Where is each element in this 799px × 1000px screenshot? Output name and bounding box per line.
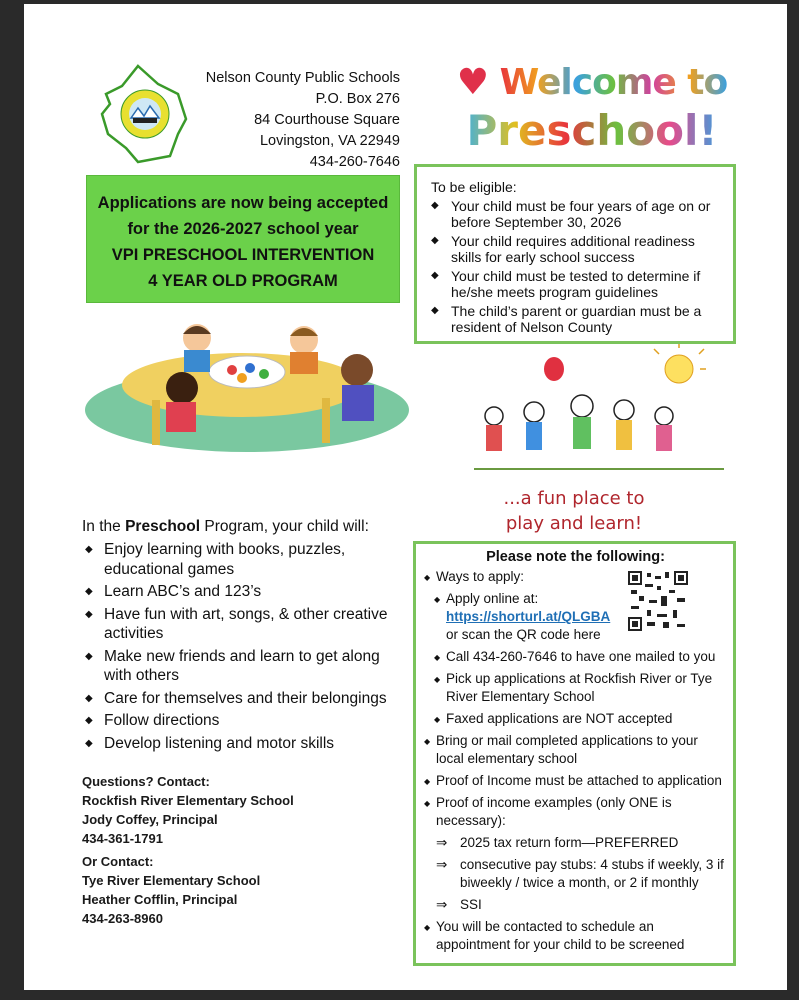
diamond-bullet-icon: ◆ [434,715,441,724]
address-line: 434-260-7646 [309,154,400,170]
contact-line: Heather Cofflin, Principal [82,892,238,907]
address-line: Lovingston, VA 22949 [259,133,400,149]
banner-line: VPI PRESCHOOL INTERVENTION [111,246,375,264]
contact-line: Rockfish River Elementary School [82,793,294,808]
notes-item: ◆ Call 434-260-7646 to have one mailed to you [434,648,727,666]
program-intro: In the Preschool Program, your child will: [82,518,369,535]
diamond-bullet-icon: ◆ [434,675,441,684]
diamond-bullet-icon: ◆ [85,650,93,662]
diamond-bullet-icon: ◆ [424,799,431,808]
tagline-line: ...a fun place to [503,488,645,509]
applications-banner [86,175,400,303]
diamond-bullet-icon: ◆ [434,595,441,604]
eligibility-item: ◆ Your child must be four years of age on or before September 30, 2026 [431,197,711,230]
notes-item: ◆ Ways to apply: [424,568,727,586]
diamond-bullet-icon: ◆ [424,737,431,746]
diamond-bullet-icon: ◆ [431,304,439,316]
diamond-bullet-icon: ◆ [85,715,93,726]
address-line: 84 Courthouse Square [254,112,400,128]
diamond-bullet-icon: ◆ [85,692,93,704]
address-line: P.O. Box 276 [315,91,400,107]
arrow-icon: ⇒ [436,857,448,872]
program-item: ◆ Care for themselves and their belongings [85,689,387,707]
notes-item: ◆ Proof of income examples (only ONE is necessary): [424,795,672,828]
income-example: ⇒ consecutive pay stubs: 4 stubs if weekly, 3 if biweekly / twice a month, or 2 if monthly [436,857,724,890]
kids-holding-hands-illustration [454,344,734,484]
income-example: ⇒ 2025 tax return form—PREFERRED [436,835,679,850]
contact-phone: 434-263-8960 [82,911,163,926]
diamond-bullet-icon: ◆ [85,608,93,620]
program-item: ◆ Follow directions [85,712,220,729]
eligibility-item: ◆ Your child must be tested to determine if he/she meets program guidelines [431,267,701,300]
notes-item: ◆ Faxed applications are NOT accepted [434,710,727,728]
notes-box [413,541,736,966]
banner-line: 4 YEAR OLD PROGRAM [148,272,338,290]
welcome-line1: ♥ Welcome to [456,62,728,103]
apply-link[interactable]: https://shorturl.at/QLGBA [446,609,611,624]
district-address [194,68,400,173]
program-item: ◆ Have fun with art, songs, & other creative activities [85,605,388,642]
children-at-table-illustration [82,310,412,462]
program-section [82,516,402,756]
program-item: ◆ Make new friends and learn to get along with others [85,647,380,684]
program-item: ◆ Develop listening and motor skills [85,734,335,752]
address-line: Nelson County Public Schools [205,70,400,86]
welcome-title [412,60,772,164]
notes-item: ◆ Apply online at: https://shorturl.at/QLGBA or scan the QR code here [434,591,611,642]
notes-item: ◆ Pick up applications at Rockfish River or Tye River Elementary School [434,671,713,704]
notes-item: ◆ Proof of Income must be attached to application [424,772,727,790]
contact-line: Jody Coffey, Principal [82,812,218,827]
eligibility-item: ◆ Your child requires additional readiness skills for early school success [431,232,695,265]
tagline-line: play and learn! [505,513,643,534]
diamond-bullet-icon: ◆ [434,653,441,662]
notes-title: Please note the following: [486,549,665,565]
arrow-icon: ⇒ [436,835,448,850]
eligibility-item: ◆ The child’s parent or guardian must be a resident of Nelson County [431,302,702,335]
diamond-bullet-icon: ◆ [431,234,439,246]
program-item: ◆ Enjoy learning with books, puzzles, educational games [85,541,346,578]
contact-line: Questions? Contact: [82,774,210,789]
banner-line: Applications are now being accepted [97,194,389,212]
notes-item: ◆ Bring or mail completed applications to your local elementary school [424,733,698,766]
diamond-bullet-icon: ◆ [424,923,431,932]
banner-line: for the 2026-2027 school year [127,220,359,238]
program-item: ◆ Learn ABC’s and 123’s [85,583,262,600]
contact-line: Tye River Elementary School [82,873,261,888]
diamond-bullet-icon: ◆ [85,737,93,749]
diamond-bullet-icon: ◆ [424,777,431,786]
diamond-bullet-icon: ◆ [431,269,439,281]
qr-code[interactable] [627,570,689,632]
contacts-section [82,772,382,928]
contact-line: Or Contact: [82,854,154,869]
flyer-page [24,4,787,990]
contact-phone: 434-361-1791 [82,831,163,846]
tagline [474,486,674,536]
eligibility-box [414,164,736,344]
income-example: ⇒ SSI [436,897,482,912]
notes-item: ◆ You will be contacted to schedule an appointment for your child to be screened [424,919,685,952]
eligibility-title: To be eligible: [431,179,517,195]
diamond-bullet-icon: ◆ [424,573,431,582]
welcome-line2: Preschool! [412,106,772,156]
arrow-icon: ⇒ [436,897,448,912]
diamond-bullet-icon: ◆ [431,199,439,211]
diamond-bullet-icon: ◆ [85,544,93,555]
diamond-bullet-icon: ◆ [85,586,93,597]
nelson-county-logo [98,64,194,164]
